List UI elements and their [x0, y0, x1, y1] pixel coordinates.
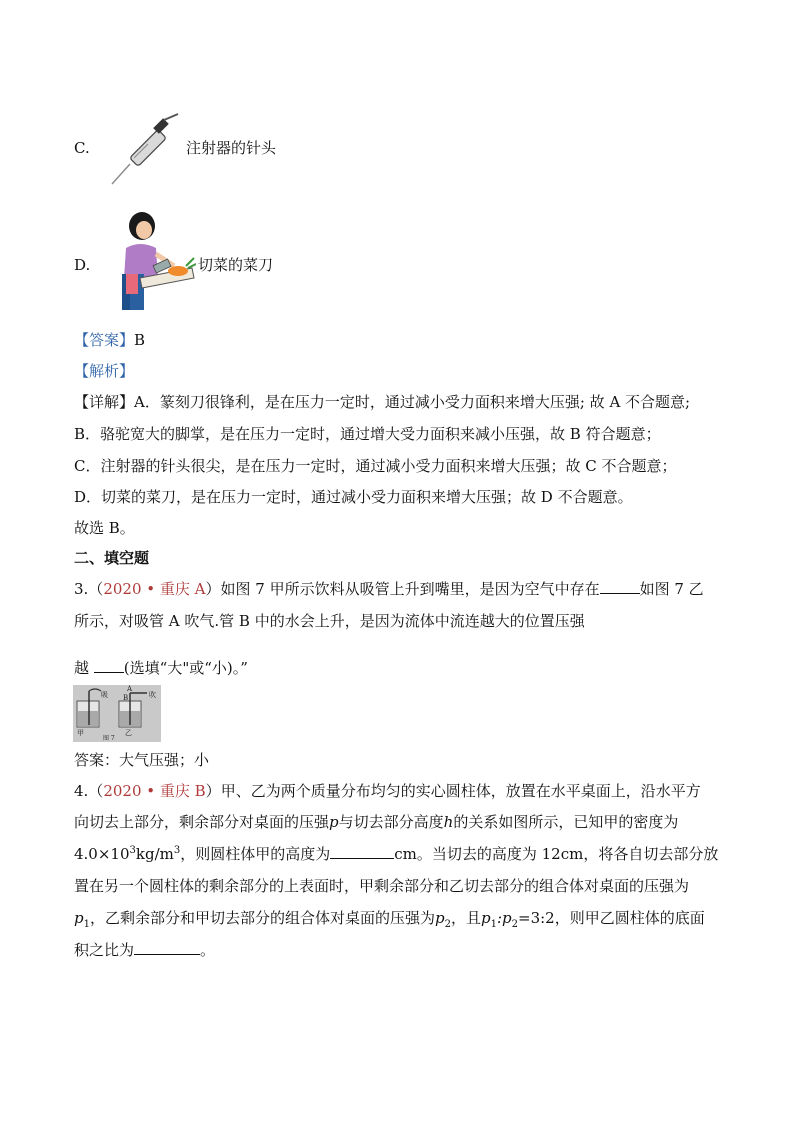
q4-text-2c: 的关系如图所示，已知甲的密度为 [453, 813, 679, 831]
q3-source: 2020 • 重庆 A [103, 580, 206, 598]
syringe-icon [104, 112, 182, 188]
q4-ratio-sub1: 1 [490, 919, 497, 930]
option-d-letter: D. [74, 256, 91, 274]
figure-caption: 图 7 [103, 735, 115, 742]
detail-tag: 【详解】 [74, 393, 135, 411]
q4-ratio-sub2: 2 [511, 919, 519, 930]
option-d-text: 切菜的菜刀 [198, 256, 274, 274]
q4-density-exp: 3 [129, 845, 136, 856]
q3-line-2: 所示，对吸管 A 吹气.管 B 中的水会上升，是因为流体中流连越大的位置压强 [74, 612, 585, 630]
cooking-woman-icon [100, 208, 196, 314]
q3-text-1b: 如图 7 乙 [639, 580, 704, 598]
q4-text-6-end: 。 [200, 941, 216, 959]
detail-line-3: C．注射器的针头很尖，是在压力一定时，通过减小受力面积来增大压强；故 C 不合题意； [74, 457, 677, 475]
q4-text-1: 甲、乙为两个质量分布均匀的实心圆柱体，放置在水平桌面上，沿水平方 [220, 782, 701, 800]
q3-line-3 [74, 658, 248, 678]
option-c-letter: C. [74, 139, 90, 157]
answer-tag: 【答案】 [74, 331, 135, 349]
q4-blank-2[interactable] [134, 940, 200, 955]
q4-line-5 [74, 908, 705, 928]
detail-line-4: D．切菜的菜刀，是在压力一定时，通过减小受力面积来增大压强；故 D 不合题意。 [74, 488, 633, 506]
q3-blank-2[interactable] [94, 658, 124, 673]
q4-ratio-value: =3:2 [518, 909, 555, 927]
detail-line-2: B．骆驼宽大的脚掌，是在压力一定时，通过增大受力面积来减小压强，故 B 符合题意； [74, 425, 661, 443]
q3-answer: 答案：大气压强；小 [74, 751, 210, 769]
q3-number: 3.（ [74, 580, 104, 598]
q4-ratio-p1: p [481, 909, 491, 927]
q4-number: 4.（ [74, 782, 104, 800]
answer-line [74, 330, 145, 350]
q4-text-5a: ，乙剩余部分和甲切去部分的组合体对桌面的压强为 [89, 909, 435, 927]
q4-line-2 [74, 812, 678, 832]
q3-blank-1[interactable] [600, 579, 640, 594]
figure-suck-label: 吸 [101, 691, 108, 699]
figure-jia-label: 甲 [77, 729, 84, 737]
q4-p1: p [74, 909, 84, 927]
q4-blank-1[interactable] [330, 844, 394, 859]
q4-line-6 [74, 940, 215, 960]
q4-ratio-mid: :p [496, 909, 512, 927]
figure-label-b: B [123, 694, 129, 702]
analysis-line [74, 361, 134, 381]
q3-text-1: 如图 7 甲所示饮料从吸管上升到嘴里，是因为空气中存在 [220, 580, 600, 598]
q3-text-3b: (选填“大"或“小)。” [123, 659, 248, 677]
q3-text-3a: 越 [74, 659, 90, 677]
q4-p2: p [435, 909, 445, 927]
q4-close: ） [205, 782, 221, 800]
option-c-text: 注射器的针头 [186, 139, 277, 157]
figure-blow-label: 吹 [149, 691, 156, 699]
q4-text-3b: cm。当切去的高度为 12cm，将各自切去部分放 [394, 845, 719, 863]
q4-p1-sub: 1 [83, 919, 90, 930]
q4-text-3a: ，则圆柱体甲的高度为 [180, 845, 331, 863]
analysis-tag: 【解析】 [74, 362, 135, 380]
q4-line-3 [74, 844, 718, 864]
q3-close: ） [205, 580, 221, 598]
q4-var-p: p [329, 813, 339, 831]
q3-line-1 [74, 579, 704, 599]
q4-text-5c: ，则甲乙圆柱体的底面 [554, 909, 705, 927]
q4-text-2b: 与切去部分高度 [338, 813, 444, 831]
detail-text-1: A．篆刻刀很锋利，是在压力一定时，通过减小受力面积来增大压强; 故 A 不合题意; [134, 393, 691, 411]
q4-density-unit-exp: 3 [173, 845, 181, 856]
q4-line-1 [74, 781, 701, 801]
figure-label-a: A [127, 685, 133, 693]
detail-conclusion: 故选 B。 [74, 519, 135, 537]
q4-density: 4.0×10 [74, 845, 130, 863]
q4-source: 2020 • 重庆 B [103, 782, 206, 800]
detail-line-1 [74, 392, 690, 412]
figure-7-image [73, 685, 161, 742]
q4-text-2a: 向切去上部分，剩余部分对桌面的压强 [74, 813, 330, 831]
figure-yi-label: 乙 [125, 729, 132, 737]
q4-text-6: 积之比为 [74, 941, 135, 959]
q4-density-unit: kg/m [135, 845, 174, 863]
section-title: 二、填空题 [74, 549, 150, 567]
q4-text-5b: ，且 [450, 909, 481, 927]
q4-p2-sub: 2 [444, 919, 451, 930]
q4-var-h: h [443, 813, 454, 831]
answer-value: B [134, 331, 146, 349]
q4-line-4: 置在另一个圆柱体的剩余部分的上表面时，甲剩余部分和乙切去部分的组合体对桌面的压强为 [74, 877, 690, 895]
